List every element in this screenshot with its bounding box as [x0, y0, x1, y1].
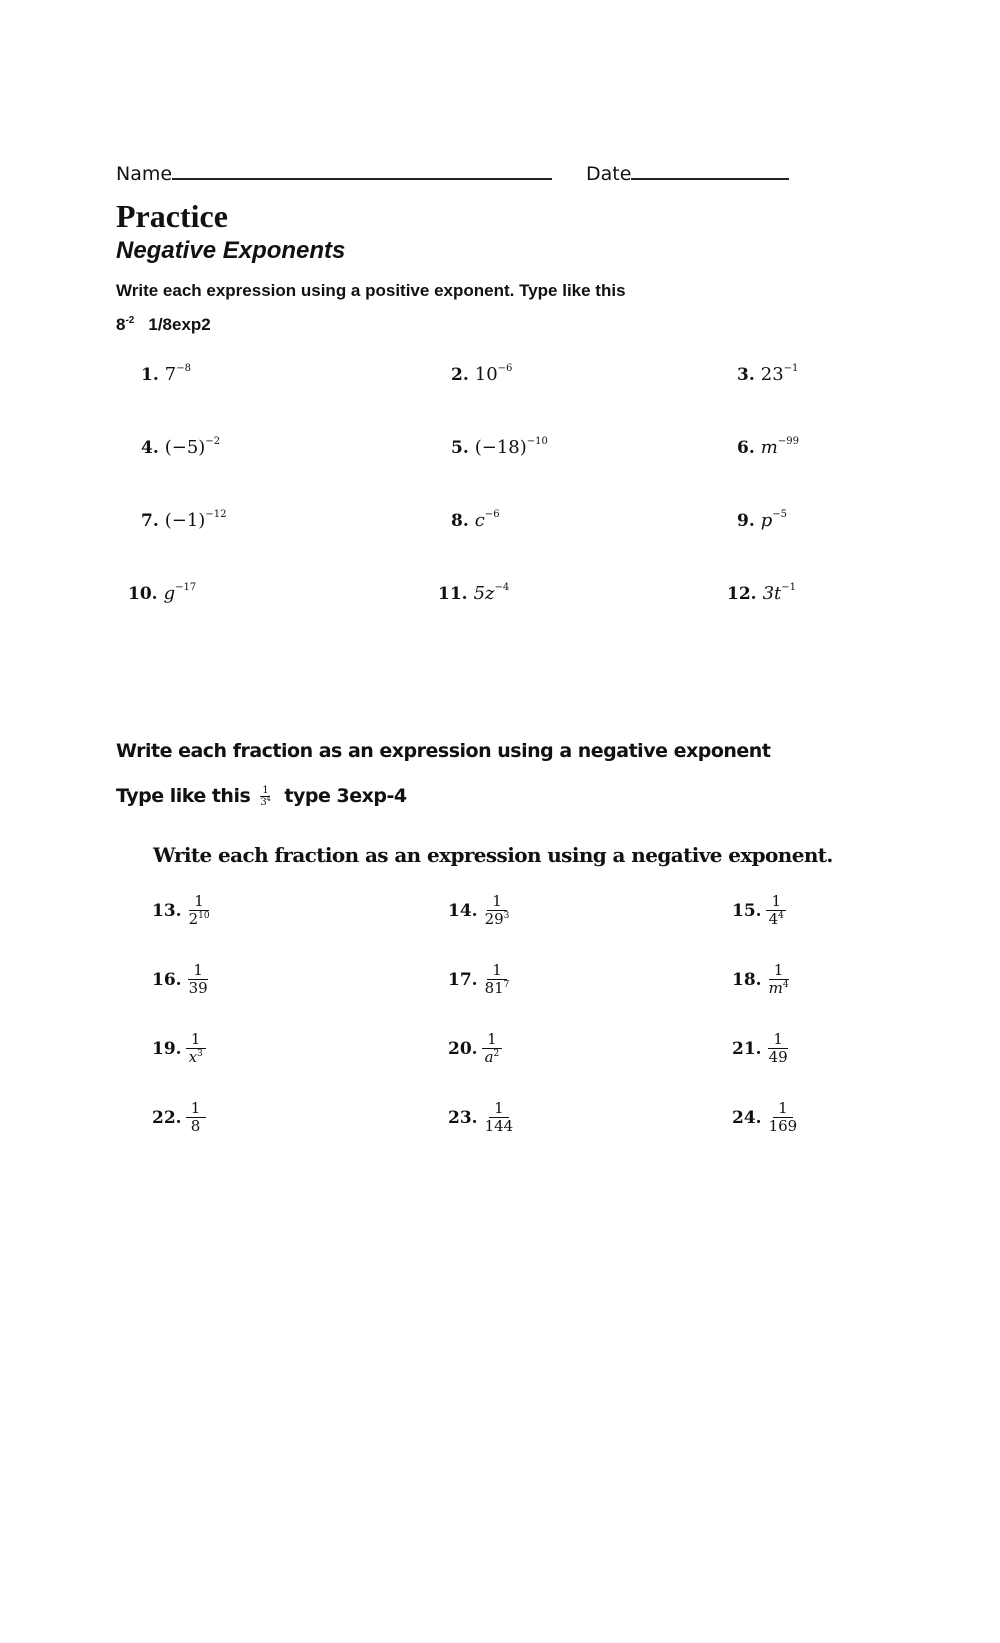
fraction [766, 893, 787, 928]
problem-number: 24. [732, 1107, 762, 1128]
problem-expression [475, 437, 548, 458]
denominator-exponent: 3 [503, 911, 510, 921]
example2-fraction [260, 785, 270, 808]
expression-base: 23 [760, 364, 784, 385]
denominator-base: 8 [190, 1117, 201, 1135]
problem-6 [737, 437, 799, 458]
fraction-denominator [188, 1118, 204, 1135]
example-base: 8 [116, 315, 126, 334]
section2-heading: Write each fraction as an expression using a negative exponent [116, 740, 771, 762]
expression-exponent: −5 [772, 509, 788, 520]
name-blank-line[interactable] [172, 160, 552, 180]
expression-exponent: −10 [526, 436, 548, 447]
fraction [186, 1100, 206, 1135]
expression-base: (−5) [164, 437, 206, 458]
expression-base: (−1) [164, 510, 206, 531]
problem-expression [165, 510, 227, 531]
problem-expression [763, 583, 796, 604]
denominator-base: a [484, 1048, 494, 1066]
fraction-numerator: 1 [186, 1031, 206, 1049]
problem-number: 4. [141, 438, 159, 458]
date-blank-line[interactable] [631, 160, 789, 180]
section2-example [116, 785, 407, 808]
problem-20 [448, 1031, 502, 1066]
expression-base: p [760, 510, 773, 531]
name-field[interactable] [116, 160, 552, 185]
problem-3 [737, 364, 798, 385]
expression-exponent: −17 [175, 582, 197, 593]
expression-base: g [163, 583, 176, 604]
fraction-denominator [482, 911, 513, 928]
problem-8 [451, 510, 500, 531]
problem-1 [141, 364, 191, 385]
problem-12 [727, 583, 796, 604]
problem-number: 13. [152, 900, 182, 921]
problem-number: 14. [448, 900, 478, 921]
problem-23 [448, 1100, 516, 1135]
problem-number: 23. [448, 1107, 478, 1128]
problem-4 [141, 437, 220, 458]
denominator-exponent: 4 [782, 980, 789, 990]
expression-exponent: −1 [783, 363, 799, 374]
problem-number: 19. [152, 1038, 182, 1059]
problem-expression [165, 437, 220, 458]
problem-number: 15. [732, 900, 762, 921]
problem-17 [448, 962, 512, 997]
problem-number: 1. [141, 365, 159, 385]
problem-number: 11. [438, 584, 468, 604]
problem-number: 21. [732, 1038, 762, 1059]
fraction-numerator: 1 [189, 893, 209, 911]
problem-16 [152, 962, 211, 997]
example-exponent: -2 [125, 315, 135, 326]
fraction-denominator [186, 1049, 206, 1066]
denominator-exponent: 2 [493, 1049, 500, 1059]
expression-base: c [474, 510, 485, 531]
denominator-exponent: 3 [197, 1049, 203, 1059]
expression-base: 3t [762, 583, 782, 604]
problem-number: 18. [732, 969, 762, 990]
problem-expression [475, 510, 500, 531]
fraction-numerator: 1 [487, 962, 507, 980]
denominator-base: 144 [484, 1117, 514, 1135]
expression-base: (−18) [474, 437, 527, 458]
page-title: Practice [116, 198, 228, 234]
fraction-numerator: 1 [487, 893, 507, 911]
fraction-numerator: 1 [768, 1031, 788, 1049]
problem-expression [164, 583, 197, 604]
denominator-base: 81 [484, 979, 504, 997]
problem-number: 3. [737, 365, 755, 385]
expression-exponent: −6 [484, 509, 500, 520]
fraction-numerator: 1 [188, 962, 208, 980]
problem-5 [451, 437, 548, 458]
expression-exponent: −12 [205, 509, 227, 520]
problem-number: 16. [152, 969, 182, 990]
fraction-denominator [482, 1049, 503, 1066]
problem-7 [141, 510, 226, 531]
problem-number: 22. [152, 1107, 182, 1128]
expression-exponent: −1 [781, 582, 797, 593]
denominator-base: 29 [484, 910, 504, 928]
expression-base: 10 [474, 364, 498, 385]
problem-number: 2. [451, 365, 469, 385]
fraction-denominator [186, 911, 213, 928]
date-label: Date [586, 163, 632, 185]
problem-15 [732, 893, 787, 928]
fraction-numerator: 1 [482, 1031, 502, 1049]
fraction-denominator [766, 980, 792, 997]
problem-number: 5. [451, 438, 469, 458]
fraction-denominator [766, 1118, 801, 1135]
fraction [186, 1031, 206, 1066]
fraction-denominator [482, 980, 513, 997]
example2-suffix: type 3exp-4 [284, 785, 407, 807]
fraction [482, 962, 513, 997]
expression-exponent: −4 [494, 582, 510, 593]
fraction [482, 1100, 517, 1135]
problem-number: 6. [737, 438, 755, 458]
fraction [482, 893, 513, 928]
fraction [766, 1031, 791, 1066]
problem-18 [732, 962, 792, 997]
problem-9 [737, 510, 787, 531]
problem-number: 9. [737, 511, 755, 531]
denominator-base: 4 [768, 910, 779, 928]
example2-den-base: 3 [260, 797, 267, 808]
problem-expression [761, 510, 787, 531]
problem-number: 17. [448, 969, 478, 990]
fraction-denominator [186, 980, 211, 997]
fraction-numerator: 1 [766, 893, 786, 911]
expression-exponent: −2 [205, 436, 221, 447]
problem-number: 8. [451, 511, 469, 531]
denominator-base: m [768, 979, 783, 997]
problem-21 [732, 1031, 791, 1066]
denominator-exponent: 7 [503, 980, 510, 990]
problem-10 [128, 583, 196, 604]
fraction [766, 962, 792, 997]
name-label: Name [116, 163, 173, 185]
example2-den-exp: 4 [266, 795, 271, 803]
fraction-denominator [766, 1049, 791, 1066]
fraction-denominator [766, 911, 787, 928]
expression-exponent: −8 [176, 363, 191, 374]
problem-14 [448, 893, 512, 928]
denominator-exponent: 10 [198, 911, 210, 921]
problem-expression [475, 364, 513, 385]
denominator-base: 49 [768, 1048, 788, 1066]
fraction [766, 1100, 801, 1135]
problem-11 [438, 583, 509, 604]
denominator-base: 169 [768, 1117, 798, 1135]
fraction-denominator [482, 1118, 517, 1135]
fraction-numerator: 1 [489, 1100, 509, 1118]
fraction-numerator: 1 [773, 1100, 793, 1118]
problem-24 [732, 1100, 800, 1135]
fraction [186, 893, 213, 928]
section1-instruction: Write each expression using a positive exponent. Type like this [116, 281, 626, 300]
denominator-base: 2 [188, 910, 199, 928]
date-field[interactable] [586, 160, 789, 185]
problem-number: 7. [141, 511, 159, 531]
section1-example [116, 315, 211, 335]
expression-base: 7 [164, 364, 177, 385]
denominator-exponent: 4 [778, 911, 784, 921]
denominator-base: x [188, 1048, 198, 1066]
problem-number: 20. [448, 1038, 478, 1059]
problem-19 [152, 1031, 206, 1066]
fraction-numerator: 1 [769, 962, 789, 980]
example2-numerator: 1 [262, 785, 269, 796]
fraction-numerator: 1 [186, 1100, 206, 1118]
fraction [186, 962, 211, 997]
problem-expression [165, 364, 191, 385]
expression-exponent: −6 [497, 363, 513, 374]
expression-exponent: −99 [777, 436, 799, 447]
page-subtitle: Negative Exponents [116, 237, 346, 264]
problem-expression [474, 583, 510, 604]
problem-number: 12. [727, 584, 757, 604]
problem-expression [761, 364, 799, 385]
problem-22 [152, 1100, 206, 1135]
problem-expression [761, 437, 799, 458]
example-answer: 1/8exp2 [148, 315, 211, 334]
section2-instruction: Write each fraction as an expression using a negative exponent. [153, 843, 833, 867]
expression-base: m [760, 437, 778, 458]
problem-13 [152, 893, 213, 928]
problem-2 [451, 364, 512, 385]
expression-base: 5z [473, 583, 495, 604]
example2-prefix: Type like this [116, 785, 251, 807]
fraction [482, 1031, 503, 1066]
denominator-base: 39 [188, 979, 208, 997]
problem-number: 10. [128, 584, 158, 604]
